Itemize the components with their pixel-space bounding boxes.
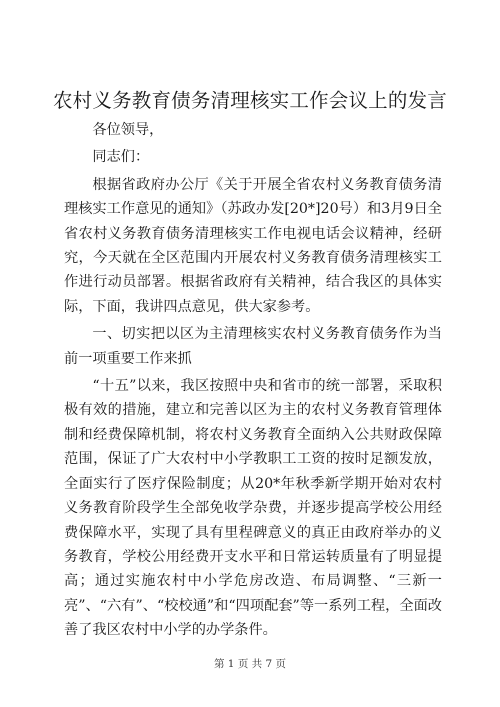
salutation-line: 同志们： [92,149,150,166]
document-body [64,118,442,643]
greeting-line: 各位领导， [92,122,164,138]
section-heading: 一、切实把以区为主清理核实农村义务教育债务作为当前一项重要工作来抓 [64,326,442,367]
document-title: 农村义务教育债务清理核实工作会议上的发言 [52,89,447,112]
body-paragraph: “十五”以来，我区按照中央和省市的统一部署，采取积极有效的措施，建立和完善以区为主的农村义务教育管理体制和经费保障机制，将农村义务教育全面纳入公共财政保障范围，保证了广大农村中小学教职工工资的按时足额发放，全面实行了医疗保险制度；从20*年秋季新学期开始对农村义务教育阶段学生全部免收学杂费，并逐步提高学校公用经费保障水平，实现了具有里程碑意义的真正由政府举办的义务教育，学校公用经费开支水平和日常运转质量有了明显提高；通过实施农村中小学危房改造、布局调整、“三新一亮”、“六有”、“校校通”和“四项配套”等一系列工程，全面改善了我区农村中小学的办学条件。 [64,378,442,639]
page-number-footer: 第 1 页 共 7 页 [213,658,287,670]
intro-paragraph: 根据省政府办公厅《关于开展全省农村义务教育债务清理核实工作意见的通知》（苏政办发[20*]20号）和3月9日全省农村义务教育债务清理核实工作电视电话会议精神，经研究，今天就在全区范围内开展农村义务教育债务清理核实工作进行动员部署。根据省政府有关精神，结合我区的具体实际，下面，我讲四点意见，供大家参考。 [64,176,442,315]
